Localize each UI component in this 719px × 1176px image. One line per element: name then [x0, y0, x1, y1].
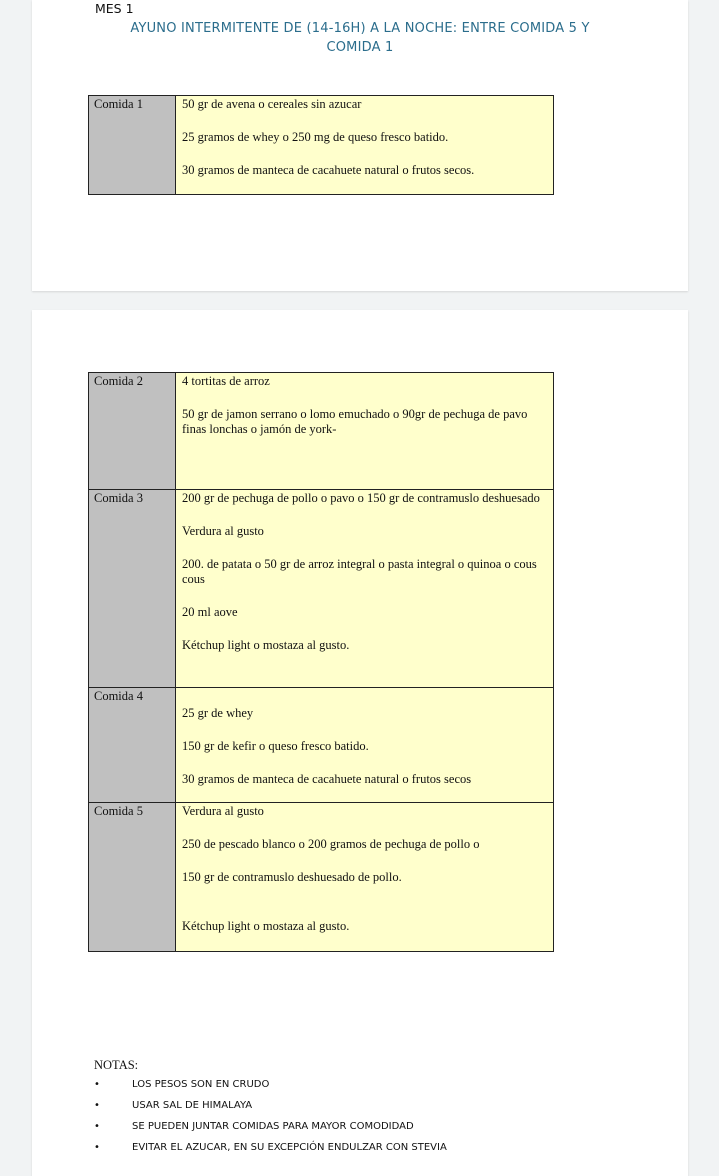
- note-text: EVITAR EL AZUCAR, EN SU EXCEPCIÓN ENDULZAR CON STEVIA: [132, 1142, 447, 1153]
- meal-line: 50 gr de avena o cereales sin azucar: [182, 97, 362, 111]
- meal-content: [176, 688, 554, 803]
- meal-line: Kétchup light o mostaza al gusto.: [182, 638, 350, 652]
- bullet-icon: •: [94, 1121, 100, 1132]
- document-title-line-2: COMIDA 1: [326, 40, 394, 55]
- meal-label: Comida 1: [89, 96, 176, 195]
- meal-row: [89, 688, 554, 803]
- meal-label: Comida 3: [89, 490, 176, 688]
- meal-row: [89, 803, 554, 952]
- meal-line: 25 gramos de whey o 250 mg de queso fresco batido.: [182, 130, 449, 144]
- meal-line: 25 gr de whey: [182, 706, 254, 720]
- meal-line: 250 de pescado blanco o 200 gramos de pechuga de pollo o: [182, 837, 480, 851]
- meal-content: [176, 490, 554, 688]
- meal-line: 50 gr de jamon serrano o lomo emuchado o 90gr de pechuga de pavo finas lonchas o jamón de york-: [182, 407, 528, 436]
- notes-title: NOTAS:: [94, 1058, 139, 1072]
- meal-line: 4 tortitas de arroz: [182, 374, 270, 388]
- month-label: MES 1: [95, 1, 134, 16]
- meal-content: [176, 803, 554, 952]
- meal-line: 20 ml aove: [182, 605, 238, 619]
- document-title-line-1: AYUNO INTERMITENTE DE (14-16H) A LA NOCHE: ENTRE COMIDA 5 Y: [130, 21, 590, 36]
- note-text: LOS PESOS SON EN CRUDO: [132, 1079, 270, 1090]
- meal-line: 30 gramos de manteca de cacahuete natural o frutos secos: [182, 772, 472, 786]
- meal-row: [89, 373, 554, 490]
- meal-line: 200 gr de pechuga de pollo o pavo o 150 gr de contramuslo deshuesado: [182, 491, 540, 505]
- meal-table-1: [88, 95, 554, 195]
- meal-label: Comida 2: [89, 373, 176, 490]
- bullet-icon: •: [94, 1079, 100, 1090]
- meal-row: [89, 96, 554, 195]
- meal-line: 30 gramos de manteca de cacahuete natural o frutos secos.: [182, 163, 475, 177]
- note-text: USAR SAL DE HIMALAYA: [132, 1100, 253, 1111]
- meal-label: Comida 5: [89, 803, 176, 952]
- meal-line: Verdura al gusto: [182, 524, 264, 538]
- meal-line: 150 gr de kefir o queso fresco batido.: [182, 739, 369, 753]
- note-text: SE PUEDEN JUNTAR COMIDAS PARA MAYOR COMODIDAD: [132, 1121, 414, 1132]
- meal-row: [89, 490, 554, 688]
- meal-line: Kétchup light o mostaza al gusto.: [182, 919, 350, 933]
- meal-content: [176, 373, 554, 490]
- meal-table-2: [88, 372, 554, 952]
- meal-content: [176, 96, 554, 195]
- meal-line: 200. de patata o 50 gr de arroz integral o pasta integral o quinoa o cous cous: [182, 557, 537, 586]
- meal-line: Verdura al gusto: [182, 804, 264, 818]
- meal-label: Comida 4: [89, 688, 176, 803]
- meal-line: 150 gr de contramuslo deshuesado de pollo.: [182, 870, 402, 884]
- bullet-icon: •: [94, 1100, 100, 1111]
- bullet-icon: •: [94, 1142, 100, 1153]
